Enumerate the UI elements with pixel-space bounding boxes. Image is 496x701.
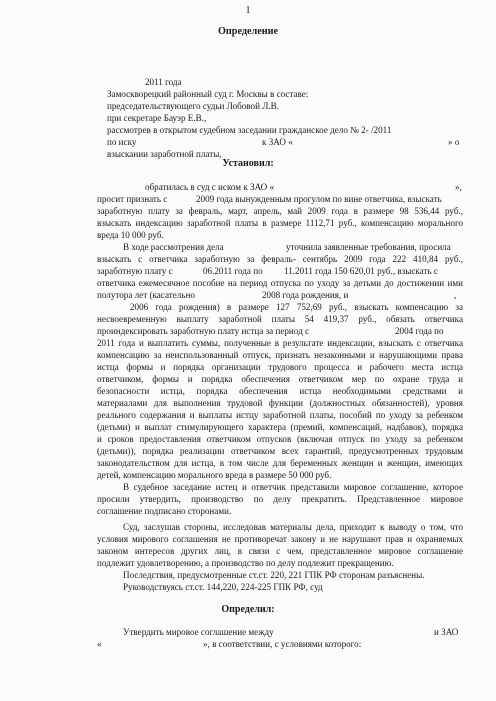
body-line: заработную плату с [97, 266, 173, 276]
body-line-part: уточнила заявленные требования, просила [286, 242, 451, 252]
body-line-part: 11.2011 года 150 620,01 руб., взыскать с [284, 266, 438, 276]
header-case-year: /2011 [371, 125, 392, 135]
header-claim-prefix: по иску [107, 137, 137, 147]
body-line: ответчика ежемесячное пособие на период отпуска по уходу за детьми до достижении ими [97, 278, 463, 288]
header-secretary: при секретаре Бауэр Е.В., [107, 113, 207, 123]
header-date: 2011 года [145, 77, 182, 87]
body-line: безопасности истца, порядка обеспечения истца необходимыми средствами и [97, 386, 463, 396]
header-judge: председательствующего судьи Лобовой Л.В. [107, 101, 280, 111]
ruling-line: « [97, 639, 102, 649]
body-line: законодательством для истца, в том числе для беременных женщин и женщин, имеющих [97, 458, 463, 468]
header-case-intro: рассмотрев в открытом судебном заседании гражданское дело № 2- [107, 125, 369, 135]
body-line: Суд, заслушав стороны, исследовав материалы дела, приходит к выводу о том, что [123, 522, 463, 532]
body-line: полутора лет (касательно [97, 290, 195, 300]
body-line: подлежит удовлетворению, а производство по делу подлежит прекращению. [97, 558, 394, 568]
body-line: истца формы и порядка организации трудового процесса и рабочего места истца [97, 362, 463, 372]
body-line: обратилась в суд с иском к ЗАО « [145, 182, 275, 192]
body-line: проиндексировать заработную плату истца за период с [97, 326, 310, 336]
body-line: (детьми) и выплат стимулирующего характера (премий, компенсаций, надбавок), порядка [97, 422, 463, 432]
ruling-line-part: и ЗАО [434, 627, 459, 637]
body-line: и сроков предоставления ответчиком отпусков (включая отпуск по уходу за ребенком [97, 434, 463, 444]
body-line-part: 2004 года по [395, 326, 444, 336]
body-line-part: 2008 года рождения, и [262, 290, 349, 300]
body-line: просили утвердить, производство по делу прекратить. Представленное мировое [97, 494, 463, 504]
section-established: Установил: [222, 158, 274, 169]
body-line: заработную плату за февраль, март, апрель, май 2009 года в размере 98 536,44 руб., [97, 206, 463, 216]
body-line: взыскать с ответчика заработную за февраль- сентябрь 2009 года 222 410,84 руб., [97, 254, 463, 264]
body-line: несвоевременную выплату заработной платы 54 419,37 руб., обязать ответчика [97, 314, 463, 324]
body-line-part: , [454, 290, 457, 300]
body-line: В ходе рассмотрения дела [123, 242, 224, 252]
body-line: просит признать с [97, 194, 168, 204]
body-line: (детьми)), порядка реализации ответчиком всех гарантий, предусмотренных трудовым [97, 446, 463, 456]
header-claim-suffix: » о [448, 137, 460, 147]
body-line-part: 06.2011 года по [203, 266, 263, 276]
header-court: Замоскворецкий районный суд г. Москвы в составе: [107, 89, 309, 99]
body-line: 2006 года рождения) в размере 127 752,69 руб., взыскать компенсацию за [130, 302, 463, 312]
body-line: взыскать индексацию заработной платы в размере 1112,71 руб., компенсацию морального [97, 218, 463, 228]
ruling-line: Утвердить мировое соглашение между [123, 627, 274, 637]
body-line: Руководствуясь ст.ст. 144,220, 224-225 ГПК РФ, суд [123, 582, 323, 592]
body-line: детей, компенсацию морального вреда в размере 50 000 руб. [97, 470, 332, 480]
ruling-line-part: », в соответствии, с условиями которого: [203, 639, 362, 649]
body-line: реального содержания и выплаты истцу заработной платы, пособий по уходу за ребенком [97, 410, 463, 420]
body-line-part: 2009 года вынужденным прогулом по вине ответчика, взыскать [196, 194, 442, 204]
page-number: 1 [245, 5, 251, 16]
header-claim-company: к ЗАО « [262, 137, 293, 147]
body-line: соглашение подписано сторонами. [97, 506, 232, 516]
body-line: 2011 года и выплатить суммы, полученные в результате индексации, взыскать с ответчика [97, 338, 463, 348]
body-line-part: », [455, 182, 462, 192]
body-line: материалами для выполнения трудовой функции (должностных обязанностей), уровня [97, 398, 463, 408]
body-line: компенсацию за неиспользованный отпуск, признать незаконными и нарушающими права [97, 350, 463, 360]
section-ruled: Определил: [221, 604, 275, 615]
body-line: условия мирового соглашения не противоречат закону и не нарушают прав и охраняемых [97, 534, 463, 544]
body-line: Последствия, предусмотренные ст.ст. 220, 221 ГПК РФ сторонам разъяснены. [123, 570, 425, 580]
body-line: В судебное заседание истец и ответчик представили мировое соглашение, которое [123, 482, 463, 492]
document-title: Определение [217, 26, 279, 37]
header-subject: взыскании заработной платы, [107, 149, 222, 159]
body-line: законом интересов других лиц, в связи с чем, представленное мировое соглашение [97, 546, 463, 556]
body-line: вреда 10 000 руб. [97, 230, 164, 240]
body-line: ответчиком, формы и порядка обеспечения ответчиком мер по охране труда и [97, 374, 463, 384]
